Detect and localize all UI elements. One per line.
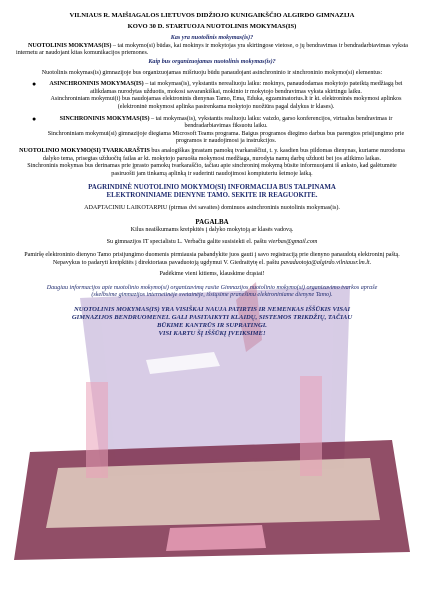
adaptation-text: (pirmas dvi savaites) dominuos asinchroninis nuotolinis mokymas(is). [167,205,340,212]
it-contact [16,239,408,247]
schedule-paragraph [16,148,408,178]
tamo-end: . [369,259,372,266]
school-title: VILNIAUS R. MAIŠIAGALOS LIETUVOS DIDŽIOJO KUNIGAIKŠČIO ALGIRDO GIMNAZIJA [69,12,355,19]
closing-line3: BŪKIME KANTRŪS IR SUPRATINGI. [157,322,267,330]
intro-term: NUOTOLINIS MOKYMAS(IS) [28,42,112,49]
intro-question: Kas yra nuotolinis mokymas(is)? [170,35,254,42]
thanks-text: Padėkime vieni kitiems, klauskime drąsiai! [159,271,265,278]
schedule-text: bus analogiškas įprastam pamokų tvarkaraščiui, t. y. kasdien bus pildomas dienynas, kuriame nurodoma dalyko tema, prisegtas užduočių failas ar kt. mokytojo paruošta mokymosi medžiaga, nurodyta namų darbų užduoti bei jos atlikimo laikas. [42,147,405,162]
pink-pillar-right [300,376,322,476]
tamo-contact [16,252,408,267]
adaptation-term: ADAPTACINIU LAIKOTARPIU [84,205,168,212]
bullet-dot-icon: ● [32,114,37,123]
intro-text: – tai mokymo(si) būdas, kai mokinys ir mokytojas yra skirtingose vietose, o jų bendravimas ir bendradarbiavimas vyksta internetu ar naudojant kitas komunikacijos priemones. [16,42,408,57]
bullet-synchronous [32,116,408,146]
document-body [16,12,408,338]
main-notice-line1: PAGRINDINĖ NUOTOLINIO MOKYMO(SI) INFORMACIJA BUS TALPINAMA [88,184,336,192]
adaptation-paragraph [16,205,408,213]
it-contact-text: Su gimnazijos IT specialistu L. Verbačiu galite susisiekti el. paštu [106,239,269,246]
schedule-extra: Sinchroninis mokymas bus derinamas prie įprasto pamokų tvarkaraščio, tačiau apie sinchroninį mokymą būsite informuojami iš anksto, kad galėtumėte pasiruošti jam tinkamą aplinką ir suderinti naudojimosi kompiuteriu šeimoje laiką. [27,163,397,177]
bullet-asynchronous [32,81,408,111]
help-title: PAGALBA [195,218,229,226]
closing-line1: NUOTOLINIS MOKYMAS(IS) YRA VISIŠKAI NAUJA PATIRTIS IR NEMENKAS IŠŠŪKIS VISAI [73,306,351,314]
bullet-dot-icon: ● [32,80,37,89]
tamo-contact-text: Pamiršę elektroninio dienyno Tamo prisijungimo duomenis pirmiausia pabandykite juos gauti į savo registraciją prie dienyno panaudotą elektroninį paštą. Nepavykus to padaryti kreipkitės į direktoriaus pavaduotoją ugdymui V. Giedraitytę el. paštu [24,252,400,266]
main-notice-line2: ELEKTRONINIAME DIENYNE TAMO. SEKITE IR REAGUOKITE. [106,192,318,200]
closing-line2: GIMNAZIJOS BENDRUOMENEI. GALI PASITAIKYTI KLAIDŲ, SISTEMOS TRIKDŽIŲ, TAČIAU [71,314,353,322]
organization-paragraph: Nuotolinis mokymas(is) gimnazijoje bus organizuojamas mišriuoju būdu panaudojant asinchroninio ir sinchroninio mokymo(si) elementus: [41,69,383,76]
bullet-text: – tai mokymas(is), vykstantis realiuoju laiku: vaizdo, garso konferencijos, virtualus bendravimas ir bendradarbiavimas fiksuotu laiku. [149,115,393,130]
help-text: Kilus neaiškumams kreipkitės į dalyko mokytoją ar klasės vadovą. [130,226,294,233]
announcement-title: KOVO 30 D. STARTUOJA NUOTOLINIS MOKYMAS(IS) [127,22,297,30]
bullet-term: ASINCHRONINIS MOKYMAS(IS) [49,81,144,88]
laptop-trackpad [166,525,266,551]
it-email-link[interactable]: vierbas@gmail.com [268,239,318,246]
bullet-term: SINCHRONINIS MOKYMAS(IS) [59,115,150,122]
intro-paragraph [16,43,408,58]
bullet-extra: Sinchroniniam mokymui(si) gimnazijoje diegiama Microsoft Teams programa. Baigus programos diegimo darbus bus parengtos prisijungimo prie programos ir naudojimosi ja instrukcijos. [47,130,405,145]
tamo-email-link[interactable]: pavaduotoja@algirdo.vilniausr.lm.lt [280,259,370,266]
bullet-text: – tai mokymas(is), vykstantis nerealiuoju laiku: mokinys, panaudodamas mokytojo pateiktą medžiagą bei atlikdamas nurodytas užduotis, mokosi savarankiškai, mokinio ir mokytojo bendravimas vyksta skirtingu laiku. [90,81,403,95]
footer-info: Daugiau informacijos apie nuotolinio mokymo(si) organizavimą rasite Gimnazijos nuotolinio mokymo(si) organizavimo tvarkos apraše (skelbsime gimnazijos internetinėje svetainėje, išsiųsime pranešimu elektroniniame dienyne Tamo). [46,284,378,299]
schedule-term: NUOTOLINIO MOKYMO(SI) TVARKARAŠTIS [19,147,150,154]
closing-line4: VISI KARTU ŠĮ IŠŠŪKĮ ĮVEIKSIME! [158,330,266,338]
organization-question: Kaip bus organizuojamas nuotolinis mokymas(is)? [148,58,276,65]
pink-pillar-left [86,382,108,478]
bullet-extra: Asinchroniniam mokymui(i) bus naudojamas elektroninis dienynas Tamo, Ema, Eduka, egzaminatorius.lt ir kt. elektroninės mokymosi aplinkos (elektroninė mokymosi aplinka pasirenkama mokytojo nuožiūra pagal dalykus ir klases). [50,96,402,110]
